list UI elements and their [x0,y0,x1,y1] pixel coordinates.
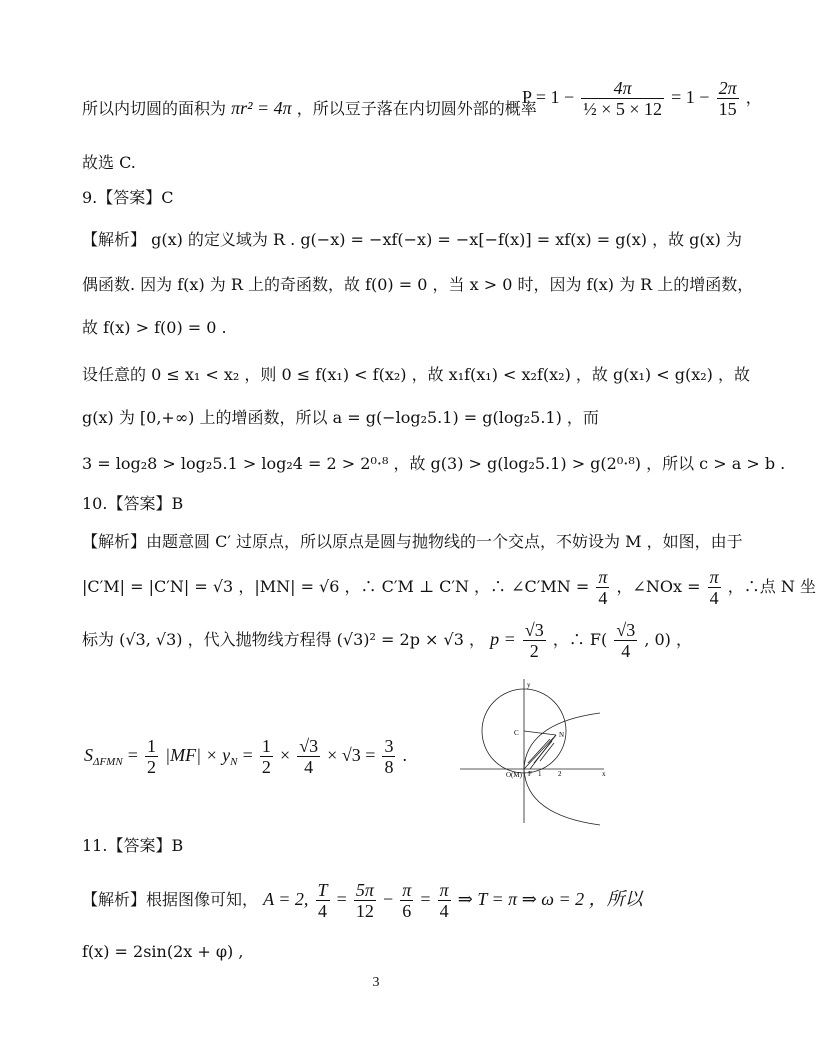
denominator: 15 [718,99,737,119]
q9-line-6: 3 = log₂8 > log₂5.1 > log₂4 = 2 > 2⁰·⁸ ，故 g(3) > g(log₂5.1) > g(2⁰·⁸) ，所以 c > a > b . [82,454,786,473]
fraction-3-8 [382,736,395,777]
text: |C′M| = |C′N| = √3 ，|MN| = √6 ，∴ C′M ⊥ C′N ，∴ ∠C′MN = [82,577,590,596]
numerator: 1 [261,736,271,756]
fraction-pi-4 [708,567,721,608]
parabola-lower [524,769,600,825]
numerator: π [709,567,719,587]
math: − [383,889,394,909]
fraction [717,78,739,119]
q10-line-1: 【解析】由题意圆 C′ 过原点，所以原点是圆与抛物线的一个交点，不妨设为 M ，如图，由于 [82,532,743,551]
fraction-5pi-12 [354,880,376,921]
fraction-pi-6 [400,880,413,921]
label-y: y [527,681,531,689]
denominator: 12 [355,901,374,921]
fraction-1-2 [260,736,273,777]
math-sub: N [230,756,238,769]
tick-1: 1 [538,770,542,778]
denominator: 6 [402,901,412,921]
numerator: π [402,880,412,900]
math: × √3 = [327,745,376,765]
segment-cn [524,731,556,735]
math: S [84,745,93,765]
hatch [534,741,552,763]
numerator: π [439,880,449,900]
segment-mn [524,735,556,769]
fraction-sqrt3-4 [614,620,637,661]
fraction [581,78,664,119]
math: |MF| × y [165,745,231,765]
numerator: 3 [384,736,394,756]
denominator: 4 [439,901,449,921]
numerator: √3 [524,620,544,640]
q9-line-1: 【解析】 g(x) 的定义域为 R . g(−x) = −xf(−x) = −x[−f(x)] = xf(x) = g(x) ，故 g(x) 为 [82,230,743,249]
fraction-t-4 [316,880,330,921]
math-area: πr² = 4π [231,98,292,118]
math: ⇒ T = π ⇒ ω = 2 ，所以 [457,889,643,909]
text: 所以内切圆的面积为 [82,99,227,118]
denominator: 4 [304,757,314,777]
text: ，∠NOx = [616,577,701,596]
denominator: 2 [529,641,539,661]
q11-line-1 [82,880,712,921]
math: . [402,745,408,765]
label-n: N [559,731,565,739]
math: × [279,745,291,765]
hatch [540,743,554,761]
answer-heading-10: 10.【答案】B [82,494,184,513]
numerator: √3 [616,620,636,640]
parabola-upper [524,713,600,769]
text: ，∴ F( [552,630,608,649]
numerator: 4π [581,78,664,99]
label-f: F [528,770,532,778]
text: ，∴点 N 坐 [727,577,816,596]
q10-line-2 [82,567,816,608]
page-number: 3 [372,975,380,990]
fraction-pi-4 [438,880,451,921]
numerator: π [598,567,608,587]
q11-line-2: f(x) = 2sin(2x + φ) , [82,942,244,961]
math: p = [490,629,516,649]
math: = [336,889,347,909]
answer-heading-11: 11.【答案】B [82,836,184,855]
circle-parabola-figure [458,675,608,825]
denominator: 2 [147,757,157,777]
numerator: 5π [355,880,374,900]
q9-line-3: 故 f(x) > f(0) = 0 . [82,318,227,337]
numerator: T [317,880,328,900]
text: ，所以豆子落在内切圆外部的概率 [296,99,537,118]
numerator: √3 [299,736,319,756]
numerator: 2π [718,78,737,98]
label-x: x [602,770,606,778]
denominator: 4 [621,641,631,661]
q9-line-2: 偶函数. 因为 f(x) 为 R 上的奇函数，故 f(0) = 0 ，当 x > 0 时，因为 f(x) 为 R 上的增函数， [82,275,754,294]
area-formula [84,736,407,777]
conclusion: 故选 C. [82,153,136,172]
fraction-1-2 [145,736,158,777]
math: A = 2, [263,889,309,909]
tick-2: 2 [558,770,562,778]
math: = [127,745,138,765]
math-sub: ΔFMN [93,756,123,769]
text: 标为 (√3, √3) ，代入抛物线方程得 (√3)² = 2p × √3 ， [82,630,485,649]
answer-heading-9: 9.【答案】C [82,188,174,207]
math: P = 1 − [522,87,575,107]
fraction-pi-4 [596,567,609,608]
q10-line-3 [82,620,712,661]
denominator: 4 [709,588,719,608]
math: = 1 − [671,87,710,107]
label-origin: O(M) [506,771,522,779]
denominator: 2 [261,757,271,777]
text: , 0) ， [644,630,693,649]
hatch [528,739,550,763]
fraction-sqrt3-2 [523,620,546,661]
numerator: 1 [147,736,157,756]
denominator: ½ × 5 × 12 [583,99,663,119]
q9-line-4: 设任意的 0 ≤ x₁ < x₂ ，则 0 ≤ f(x₁) < f(x₂) ，故 x₁f(x₁) < x₂f(x₂) ，故 g(x₁) < g(x₂) ，故 [82,365,750,384]
denominator: 4 [318,901,328,921]
text: 【解析】根据图像可知， [82,890,259,909]
q9-line-5: g(x) 为 [0,+∞) 上的增函数，所以 a = g(−log₂5.1) = g(log₂5.1) ，而 [82,408,599,427]
text: ， [745,88,762,107]
fraction-sqrt3-4 [297,736,320,777]
math: = [420,889,431,909]
denominator: 8 [384,757,394,777]
math: = [242,745,253,765]
denominator: 4 [598,588,608,608]
label-c: C [514,729,519,737]
